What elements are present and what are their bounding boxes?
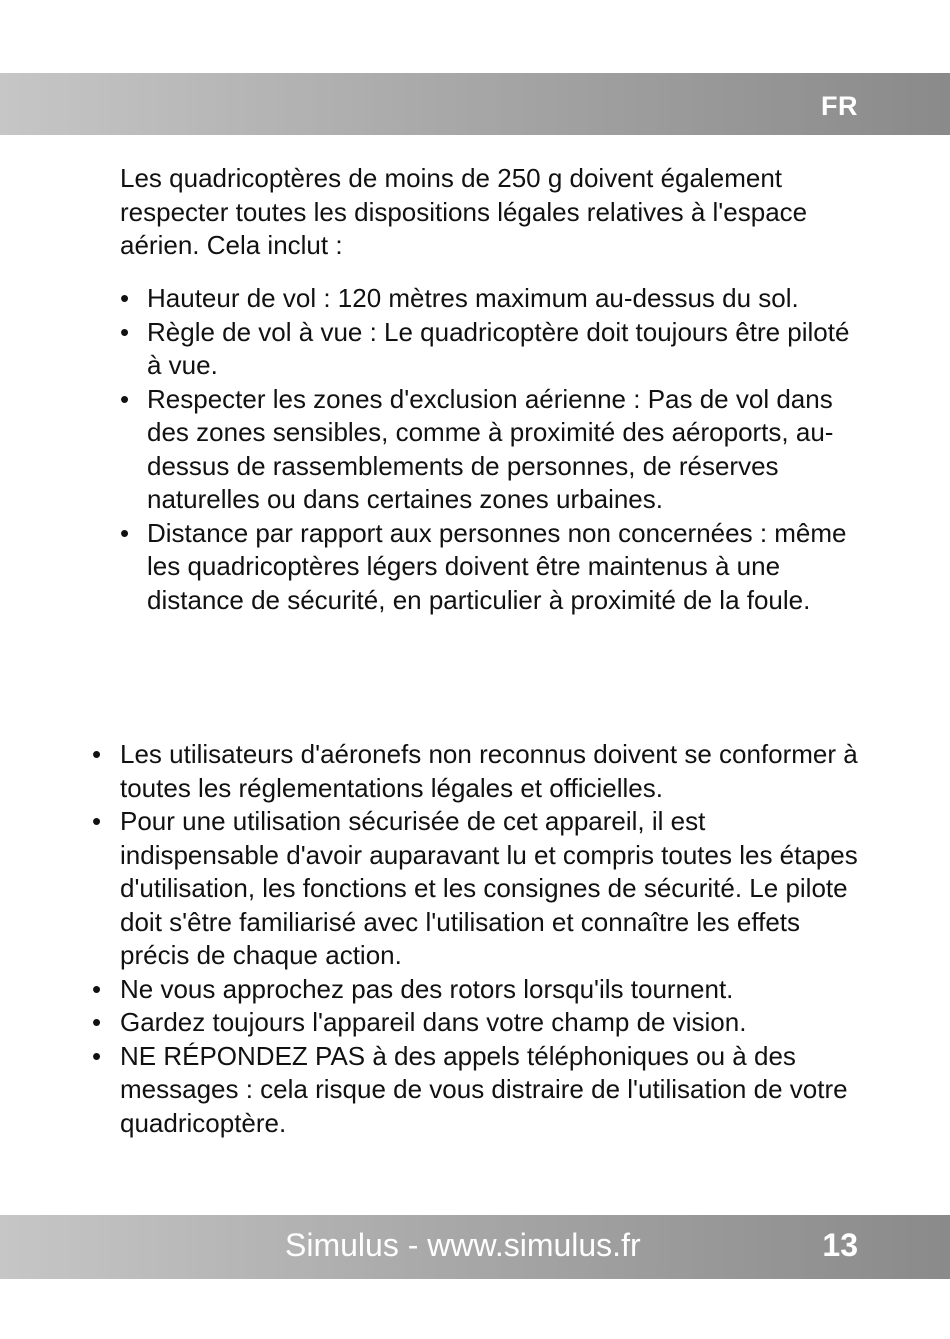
list-item: [92, 805, 867, 973]
intro-paragraph: Les quadricoptères de moins de 250 g doivent également respecter toutes les dispositions légales relatives à l'espace aérien. Cela inclut :: [120, 163, 808, 260]
list-item-text: Gardez toujours l'appareil dans votre champ de vision.: [120, 1007, 747, 1037]
header-bar: [0, 73, 950, 135]
list-item: [92, 1040, 867, 1141]
list-item: [120, 282, 865, 316]
list-item: [92, 738, 867, 805]
bullet-icon: •: [92, 739, 102, 769]
list-item-text: Hauteur de vol : 120 mètres maximum au-dessus du sol.: [147, 283, 799, 313]
page-number: 13: [822, 1227, 858, 1263]
list-item-text: Respecter les zones d'exclusion aérienne : Pas de vol dans des zones sensibles, comme à proximité des aéroports, au-dessus de rassemblements de personnes, de réserves naturelles ou dans certaines zones urbaines.: [147, 383, 834, 514]
list-item: [92, 973, 867, 1007]
bullet-icon: •: [92, 806, 102, 836]
bullet-icon: •: [92, 1007, 102, 1037]
list-item: [120, 517, 865, 618]
bullet-icon: •: [120, 283, 130, 313]
safety-instructions-list: [92, 738, 867, 1140]
airspace-rules-list: [120, 282, 865, 617]
list-item-text: Distance par rapport aux personnes non concernées : même les quadricoptères légers doivent être maintenus à une distance de sécurité, en particulier à proximité de la foule.: [147, 517, 847, 615]
list-item-text: Règle de vol à vue : Le quadricoptère doit toujours être piloté à vue.: [147, 316, 850, 380]
list-item-text: Les utilisateurs d'aéronefs non reconnus doivent se conformer à toutes les réglementations légales et officielles.: [120, 739, 858, 803]
bullet-icon: •: [120, 517, 130, 548]
bullet-icon: •: [120, 383, 130, 414]
list-item-text: Pour une utilisation sécurisée de cet appareil, il est indispensable d'avoir auparavant lu et compris toutes les étapes d'utilisation, les fonctions et les consignes de sécurité. Le pilote doit s'être familiarisé avec l'utilisation et connaître les effets précis de chaque action.: [120, 806, 858, 970]
bullet-icon: •: [92, 973, 102, 1004]
list-item-text: NE RÉPONDEZ PAS à des appels téléphoniques ou à des messages : cela risque de vous distraire de l'utilisation de votre quadricoptère.: [120, 1040, 848, 1138]
list-item: [120, 316, 865, 383]
list-item: [120, 383, 865, 517]
language-code: FR: [821, 91, 858, 121]
list-item: [92, 1006, 867, 1040]
list-item-text: Ne vous approchez pas des rotors lorsqu'ils tournent.: [120, 973, 734, 1004]
bullet-icon: •: [120, 316, 130, 347]
bullet-icon: •: [92, 1040, 102, 1071]
footer-website: Simulus - www.simulus.fr: [285, 1227, 641, 1263]
